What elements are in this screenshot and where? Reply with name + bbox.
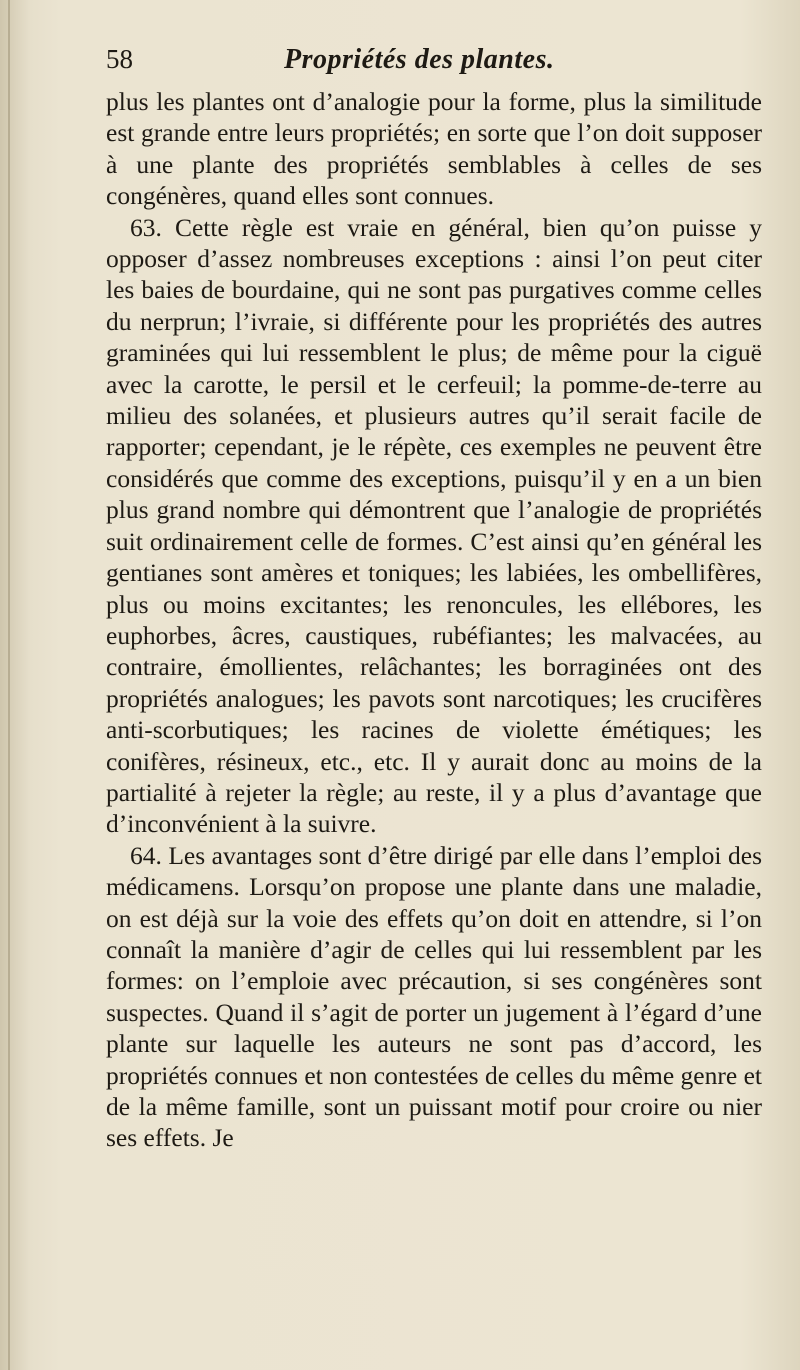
paragraph-63 bbox=[106, 212, 762, 840]
running-title: Propriétés des plantes. bbox=[284, 44, 555, 75]
paragraph-number: 64. bbox=[130, 840, 162, 870]
page-edge bbox=[8, 0, 10, 1370]
paragraph-text: Les avantages sont d’être dirigé par elle dans l’emploi des médicamens. Lorsqu’on propose une plante dans une maladie, on est déjà sur la voie des effets qu’on doit en attendre, si l’on connaît la manière d’agir de celles qui lui ressemblent par les formes: on l’emploie avec précaution, si ses congénères sont suspectes. Quand il s’agit de porter un jugement à l’égard d’une plante sur laquelle les auteurs ne sont pas d’accord, les propriétés connues et non contestées de celles du même genre et de la même famille, sont un puissant motif pour croire ou nier ses effets. Je bbox=[106, 840, 762, 1153]
paragraph-number: 63. bbox=[130, 212, 162, 242]
body-text bbox=[106, 86, 762, 1154]
paragraph-text: Cette règle est vraie en général, bien qu’on puisse y opposer d’assez nombreuses exceptions : ainsi l’on peut citer les baies de bourdaine, qui ne sont pas purgatives comme celles du nerprun; l’ivraie, si différente pour les propriétés des autres graminées qui lui ressemblent le plus; de même pour la ciguë avec la carotte, le persil et le cerfeuil; la pomme-de-terre au milieu des solanées, et plusieurs autres qu’il serait facile de rapporter; cependant, je le répète, ces exemples ne peuvent être considérés que comme des exceptions, puisqu’il y en a un bien plus grand nombre qui démontrent que l’analogie de propriétés suit ordinairement celle de formes. C’est ainsi qu’en général les gentianes sont amères et toniques; les labiées, les ombellifères, plus ou moins excitantes; les renoncules, les ellébores, les euphorbes, âcres, caustiques, rubéfiantes; les malvacées, au contraire, émollientes, relâchantes; les borraginées ont des propriétés analogues; les pavots sont narcotiques; les crucifères anti-scorbutiques; les racines de violette émétiques; les conifères, résineux, etc., etc. Il y aurait donc au moins de la partialité à rejeter la règle; au reste, il y a plus d’avantage que d’inconvénient à la suivre. bbox=[106, 212, 763, 839]
page-header bbox=[106, 44, 766, 84]
paragraph-continuation bbox=[106, 86, 762, 212]
paragraph-64 bbox=[106, 840, 762, 1154]
paragraph-text: plus les plantes ont d’analogie pour la forme, plus la similitude est grande entre leurs propriétés; en sorte que l’on doit supposer à une plante des propriétés semblables à celles de ses congénères, quand elles sont connues. bbox=[106, 87, 762, 211]
page-number: 58 bbox=[106, 44, 133, 74]
